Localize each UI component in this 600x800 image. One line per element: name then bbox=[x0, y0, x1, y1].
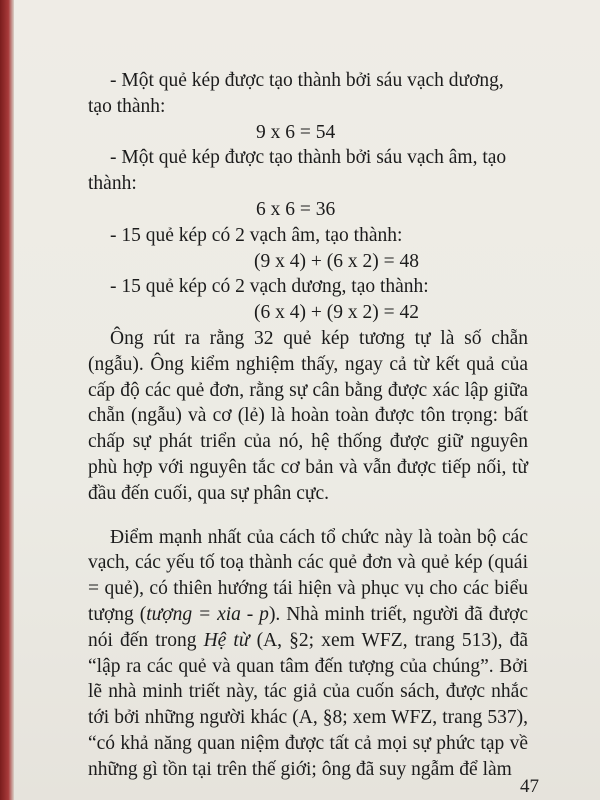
paragraph-2-italic-title: Hệ từ bbox=[203, 629, 250, 651]
paragraph-2-italic-term: tượng = xia - p bbox=[146, 603, 269, 625]
equation-1: 9 x 6 = 54 bbox=[256, 121, 336, 143]
page-number: 47 bbox=[520, 776, 539, 797]
paragraph-2-part-c: (A, §2; xem WFZ, trang 513), đã “lập ra các quẻ và quan tâm đến tượng của chúng”. Bởi lẽ nhà minh triết này, tác giả của cuốn sách, được nhắc tới bởi những người khác (A, §8; xem WFZ, trang 537), “có khả năng quan niệm được tất cả mọi sự phức tạp về những gì tồn tại trên thế giới; ông đã suy ngẫm để làm bbox=[88, 629, 528, 780]
paragraph-2 bbox=[88, 525, 528, 783]
paragraph-1: Ông rút ra rằng 32 quẻ kép tương tự là số chẵn (ngẫu). Ông kiểm nghiệm thấy, ngay cả từ kết quả của cấp độ các quẻ đơn, rằng sự cân bằng được xác lập giữa chẵn (ngẫu) và cơ (lẻ) là hoàn toàn được tôn trọng: bất chấp sự phát triển của nó, hệ thống được giữ nguyên phù hợp với nguyên tắc cơ bản và vẫn được tiếp nối, từ đầu đến cuối, qua sự phân cực. bbox=[88, 327, 528, 504]
list-line-2-cont: thành: bbox=[88, 173, 137, 195]
list-line-2: - Một quẻ kép được tạo thành bởi sáu vạch âm, tạo bbox=[110, 147, 507, 169]
equation-3: (9 x 4) + (6 x 2) = 48 bbox=[254, 250, 419, 272]
paragraph-2-part-b: ). Nhà minh triết, người đã được nói đến trong bbox=[88, 603, 528, 651]
paragraph-2-part-a: Điểm mạnh nhất của cách tổ chức này là toàn bộ các vạch, các yếu tố toạ thành các quẻ đơn và quẻ kép (quái = quẻ), có thiên hướng tái hiện và phục vụ cho các biểu tượng ( bbox=[88, 526, 528, 625]
list-line-3: - 15 quẻ kép có 2 vạch âm, tạo thành: bbox=[110, 224, 403, 246]
book-spine bbox=[0, 0, 14, 800]
list-line-4: - 15 quẻ kép có 2 vạch dương, tạo thành: bbox=[110, 276, 429, 298]
list-line-1-cont: tạo thành: bbox=[88, 95, 166, 117]
equation-4: (6 x 4) + (9 x 2) = 42 bbox=[254, 302, 419, 324]
equation-2: 6 x 6 = 36 bbox=[256, 198, 336, 220]
list-line-1: - Một quẻ kép được tạo thành bởi sáu vạch dương, bbox=[110, 70, 504, 91]
page-text bbox=[88, 68, 528, 783]
